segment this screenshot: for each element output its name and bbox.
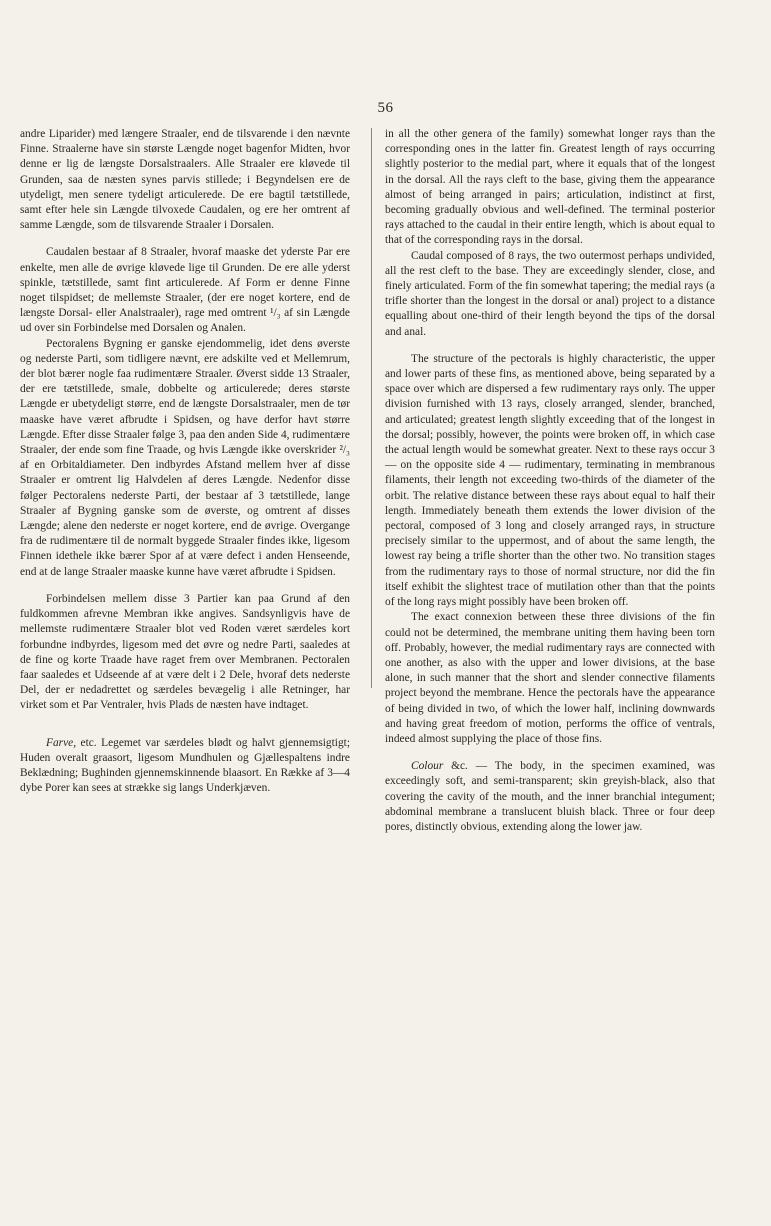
danish-paragraph: Legemet var særdeles blødt og halvt gjennemsigtigt; Huden overalt graasort, ligesom Mundhulen og Gjællespaltens indre Beklædning; Bughinden gjennemskinnende blaasort. En Række af 3—4 dybe Porer kan sees at strække sig langs Underkjæven. — [20, 736, 350, 795]
english-paragraph: in all the other genera of the family) somewhat longer rays than the corresponding ones in the latter fin. Greatest length of rays occurring slightly posterior to the medial part, where it equals that of the longest in the dorsal. All the rays cleft to the base, giving them the appearance almost of being arranged in pairs; articulation, indistinct at first, becoming gradually obvious and well-defined. The terminal posterior rays attached to the caudal in their entire length, which is about equal to that of the corresponding rays in the dorsal. — [385, 128, 715, 247]
english-colour-etc: &c. — [451, 760, 468, 773]
english-paragraph: The exact connexion between these three divisions of the fin could not be determined, the membrane uniting them having been torn off. Probably, however, the medial rudimentary rays are connected with one another, as also with the upper and lower divisions, at the base alone, in such manner that the short and slender connective filaments project beyond the membrane. Hence the pectorals have the appearance of being divided in two, of which the lower half, inclining downwards and having great freedom of motion, performs the office of ventrals, indeed almost supplying the place of those fins. — [385, 611, 715, 745]
danish-colour-label: Farve, — [46, 736, 77, 749]
page-number: 56 — [377, 100, 394, 116]
danish-colour-paragraph — [20, 736, 350, 797]
danish-paragraph: Caudalen bestaar af 8 Straaler, hvoraf maaske det yderste Par ere enkelte, men alle de øvrige kløvede lige til Grunden. De ere alle yderst spinkle, tætstillede, samt fint articulerede. Af Form er denne Finne noget tilspidset; de mellemste Straaler, (der ere noget kortere, end de længste Dorsal- eller Analstraaler), rage med omtrent ¹/₃ af sin Længde ud over sin Forbindelse med Dorsalen og Analen. — [20, 246, 350, 335]
english-colour-label: Colour — [411, 760, 444, 773]
column-divider — [371, 128, 372, 688]
english-paragraph: Caudal composed of 8 rays, the two outermost perhaps undivided, all the rest cleft to the base. They are exceedingly slender, close, and finely articulated. Form of the fin somewhat tapering; the medial rays (a trifle shorter than the longest in the dorsal or anal) project to a distance equalling about one-third of their length beyond the tips of the dorsal and anal. — [385, 249, 715, 338]
english-column — [385, 127, 715, 835]
danish-paragraph: Pectoralens Bygning er ganske ejendommelig, idet dens øverste og nederste Parti, som tidligere nævnt, ere adskilte ved et Mellemrum, der blot bærer nogle faa rudimentære Straaler. Øverst sidde 13 Straaler, der ere tætstillede, smale, dobbelte og articulerede; deres største Længde er ubetydeligt større, end de længste Dorsalstraaler, men de tør maaske have været afbrudte i Spidsen, og have derfor havt større Længde. Efter disse Straaler følge 3, paa den anden Side 4, rudimentære Straaler, der ende som fine Traade, og hvis Længde ikke overskrider ²/₃ af en Orbitaldiameter. Den indbyrdes Afstand mellem hver af disse Straaler er omtrent lig Halvdelen af deres Længde. Nedenfor disse følger Pectoralens nederste Parti, der bestaar af 3 tætstillede, lange Straaler af Bygning ganske som de øverste, og omtrent af disses Længde; alene den nederste er noget kortere, end de øvrige. Overgange fra de rudimentære til de normalt byggede Straaler findes ikke, ligesom Finnen idethele ikke bærer Spor af at være defect i anden Henseende, end at de lange Straaler maaske kunne have været afbrudte i Spidsen. — [20, 337, 350, 578]
danish-colour-etc: etc. — [80, 736, 97, 749]
danish-paragraph: andre Liparider) med længere Straaler, end de tilsvarende i den nævnte Finne. Straalerne have sin største Længde noget bagenfor Midten, hvor denne er lig de længste Dorsalstraalers. Alle Straaler ere kløvede til Grunden, saa de næsten synes parvis stillede; i Begyndelsen ere de utydeligt, men senere tydeligt articulerede. De ere bagtil tætstillede, samt efter hele sin Længde tilvoxede Caudalen, og ere her omtrent af samme Længde, som de tilsvarende Straaler i Dorsalen. — [20, 128, 350, 232]
danish-paragraph: Forbindelsen mellem disse 3 Partier kan paa Grund af den fuldkommen afrevne Membran ikke angives. Sandsynligvis have de mellemste rudimentære Straaler blot ved Roden været særdeles kort forbundne indbyrdes, ligesom med det øvre og nedre Parti, saaledes at de fine og korte Traade have raget frem over Membranen. Pectoralen faar saaledes et Udseende af at være delt i 2 Dele, hvoraf dets nederste Del, der er nedadrettet og særdeles bevægelig i alle Retninger, har virket som et Par Ventraler, hvis Plads de næsten have indtaget. — [20, 592, 350, 712]
english-paragraph: — The body, in the specimen examined, was exceedingly soft, and semi-transparent; skin greyish-black, also that covering the cavity of the mouth, and the inner branchial integument; abdominal membrane a translucent bluish black. Three or four deep pores, distinctly obvious, extending along the lower jaw. — [385, 760, 715, 833]
english-colour-paragraph — [385, 759, 715, 835]
danish-column — [20, 127, 350, 796]
english-paragraph: The structure of the pectorals is highly characteristic, the upper and lower parts of these fins, as mentioned above, being separated by a space over which are dispersed a few rudimentary rays only. The upper division furnished with 13 rays, closely arranged, slender, branched, and articulated; greatest length slightly exceeding that of the longest in the dorsal; possibly, however, the points were broken off, in which case the actual length would be somewhat greater. Next to these rays occur 3 — on the opposite side 4 — rudimentary, terminating in membranous filaments, their length not exceeding two-thirds of the diameter of the orbit. The relative distance between these rays about equal to half their length. Immediately beneath them extends the lower division of the pectoral, composed of 3 long and closely arranged rays, in structure precisely similar to the uppermost, and of about the same length, the lowest ray being a trifle shorter than the other two. No transition stages from the rudimentary rays to those of normal structure, nor did the fin itself exhibit the slightest trace of mutilation other than that the points of the long rays might possibly have been broken off. — [385, 352, 715, 609]
